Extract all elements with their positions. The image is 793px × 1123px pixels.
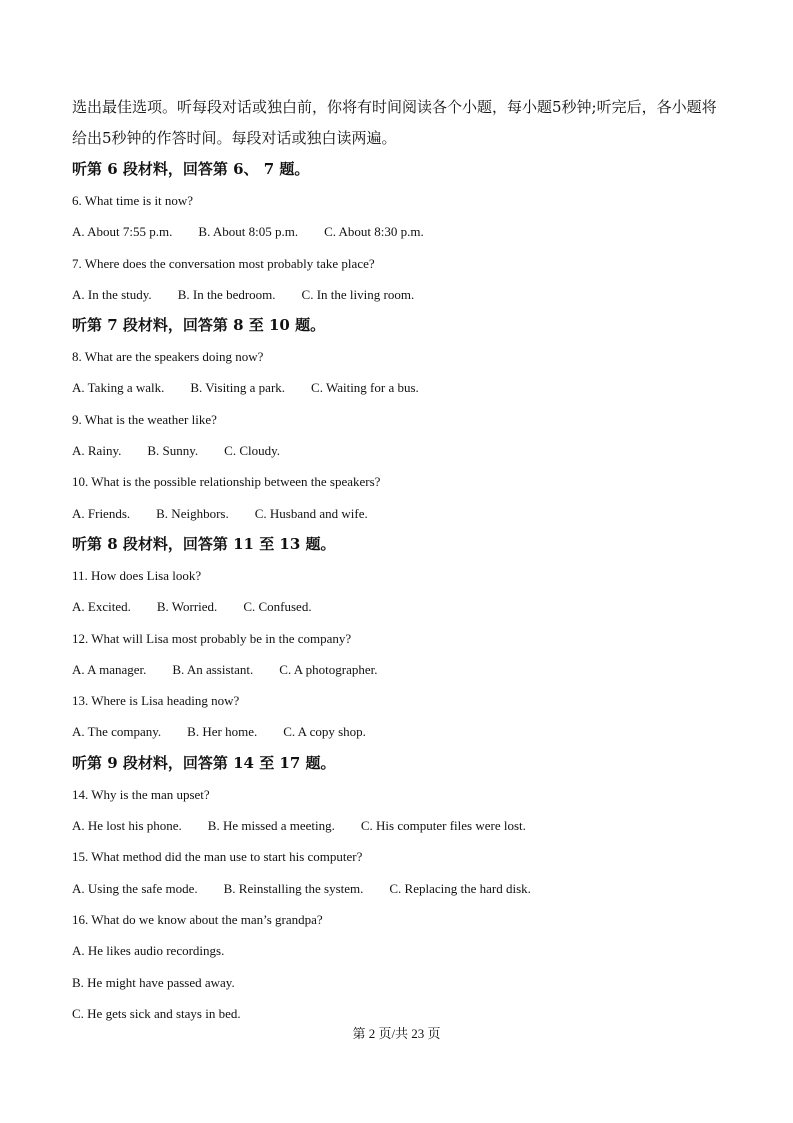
section-heading: 听第 6 段材料，回答第 6、 7 题。 — [72, 160, 310, 178]
page-content — [72, 92, 724, 1029]
option-b: B. In the bedroom. — [177, 286, 276, 302]
option-b: B. Worried. — [156, 599, 218, 615]
question-stem: 7. Where does the conversation most probably take place? — [72, 255, 375, 271]
option-a: A. Using the safe mode. — [72, 880, 198, 896]
options-row — [72, 654, 724, 685]
option-c: C. Husband and wife. — [254, 505, 368, 521]
question-stem: 13. Where is Lisa heading now? — [72, 693, 240, 709]
option-b: B. Visiting a park. — [190, 380, 286, 396]
option-a: A. The company. — [72, 724, 162, 740]
option-b: B. Neighbors. — [156, 505, 229, 521]
options-row — [72, 279, 724, 310]
option-b: B. He missed a meeting. — [207, 818, 335, 834]
question-stem: 6. What time is it now? — [72, 193, 194, 208]
option-a: A. Excited. — [72, 599, 131, 615]
option-a: A. Rainy. — [72, 443, 122, 459]
option-a: A. A manager. — [72, 661, 147, 677]
option-b: B. An assistant. — [172, 661, 254, 677]
options-row — [72, 372, 724, 403]
option-c: C. A photographer. — [279, 661, 378, 677]
option-a: A. Friends. — [72, 505, 131, 521]
options-row — [72, 435, 724, 466]
option-c: C. Replacing the hard disk. — [389, 880, 531, 896]
section-heading: 听第 8 段材料，回答第 11 至 13 题。 — [72, 534, 336, 553]
page-footer: 第 2 页/共 23 页 — [352, 1026, 441, 1041]
question-stem: 15. What method did the man use to start his computer? — [72, 849, 363, 865]
option-b: B. He might have passed away. — [72, 974, 235, 990]
option-c: C. He gets sick and stays in bed. — [72, 1005, 241, 1021]
option-a: A. Taking a walk. — [72, 380, 165, 396]
option-c: C. Cloudy. — [224, 443, 281, 459]
question-stem: 11. How does Lisa look? — [72, 567, 202, 583]
options-row — [72, 498, 724, 529]
question-stem: 8. What are the speakers doing now? — [72, 349, 264, 365]
option-a: A. In the study. — [72, 286, 152, 302]
options-row — [72, 810, 724, 841]
option-b: B. Reinstalling the system. — [223, 880, 364, 896]
option-c: C. A copy shop. — [283, 724, 366, 740]
question-stem: 10. What is the possible relationship between the speakers? — [72, 474, 381, 490]
section-heading: 听第 9 段材料，回答第 14 至 17 题。 — [72, 753, 336, 772]
option-a: A. About 7:55 p.m. — [72, 224, 173, 240]
options-row — [72, 873, 724, 904]
option-c: C. Confused. — [243, 599, 312, 615]
option-c: C. His computer files were lost. — [360, 818, 526, 834]
option-b: B. Sunny. — [147, 443, 199, 459]
section-heading: 听第 7 段材料，回答第 8 至 10 题。 — [72, 316, 326, 335]
option-c: C. In the living room. — [301, 286, 415, 302]
options-row — [72, 591, 724, 622]
question-stem: 14. Why is the man upset? — [72, 786, 210, 802]
option-a: A. He lost his phone. — [72, 818, 182, 834]
question-stem: 16. What do we know about the man’s grandpa? — [72, 911, 323, 927]
question-stem: 9. What is the weather like? — [72, 411, 217, 427]
options-row — [72, 716, 724, 747]
option-c: C. Waiting for a bus. — [311, 380, 419, 396]
instructions-paragraph: 选出最佳选项。听每段对话或独白前，你将有时间阅读各个小题，每小题5秒钟;听完后，各小题将给出5秒钟的作答时间。每段对话或独白读两遍。 — [72, 98, 717, 147]
option-a: A. He likes audio recordings. — [72, 943, 225, 959]
option-b: B. Her home. — [187, 724, 258, 740]
option-c: C. About 8:30 p.m. — [324, 224, 424, 240]
option-b: B. About 8:05 p.m. — [198, 224, 299, 240]
options-row — [72, 216, 724, 247]
question-stem: 12. What will Lisa most probably be in the company? — [72, 630, 352, 646]
